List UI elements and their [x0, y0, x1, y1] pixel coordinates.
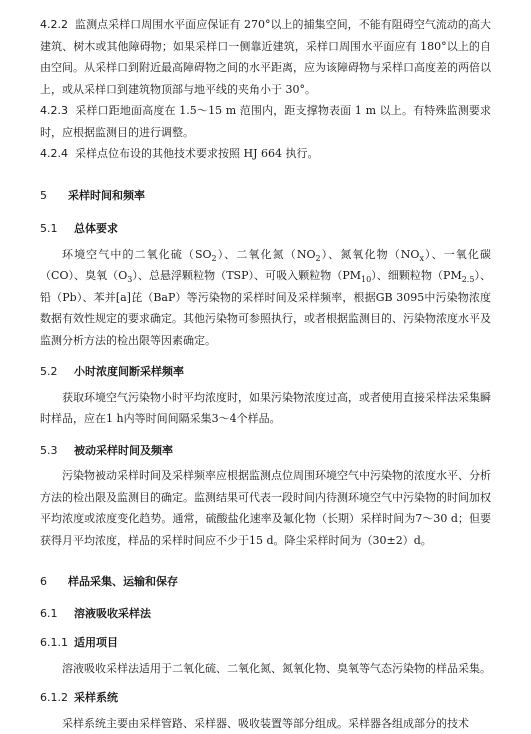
text-run: ）、一氧化碳（CO）、臭氧（O: [40, 248, 491, 283]
section-title: 小时浓度间断采样频率: [74, 365, 184, 378]
paragraph-5-3: 污染物被动采样时间及采样频率应根据监测点位周围环境空气中污染物的浓度水平、分析方法的检出限及监测目的确定。监测结果可代表一段时间内待测环境空气中污染物的时间加权平均浓度或浓度变化趋势。通常，硫酸盐化速率及氟化物（长期）采样时间为7～30 d；但要获得月平均浓度，样品的采样时间应不少于15 d。降尘采样时间为（30±2）d。: [40, 465, 491, 551]
section-title: 溶液吸收采样法: [74, 607, 151, 620]
clause-number: 4.2.3: [40, 104, 68, 117]
section-heading-6: [40, 571, 491, 593]
paragraph-5-1: [40, 244, 491, 352]
section-number: 5: [40, 185, 68, 207]
clause-text: 采样口距地面高度在 1.5～15 m 范围内，距支撑物表面 1 m 以上。有特殊监测要求时，应根据监测目的进行调整。: [40, 104, 491, 139]
section-heading-6-1-1: [40, 632, 491, 654]
text-run: ）、氮氧化物（NO: [321, 248, 420, 261]
section-heading-5: [40, 185, 491, 207]
text-run: ）、细颗粒物（PM: [371, 269, 461, 282]
section-heading-6-1-2: [40, 687, 491, 709]
section-number: 6.1.1: [40, 632, 74, 654]
section-title: 样品采集、运输和保存: [68, 575, 178, 588]
clause-4-2-3: [40, 100, 491, 143]
text-run: ）、铅（Pb）、苯并[a]芘（BaP）等污染物的采样时间及采样频率，根据GB 3095中污染物浓度数据有效性规定的要求确定。其他污染物可参照执行，或者根据监测目的、污染物浓度水平及监测分析方法的检出限等因素确定。: [40, 269, 491, 347]
text-run: ）、总悬浮颗粒物（TSP）、可吸入颗粒物（PM: [132, 269, 361, 282]
section-heading-5-1: [40, 218, 491, 240]
subscript: 2: [315, 254, 320, 263]
text-run: ）、二氧化氮（NO: [217, 248, 316, 261]
section-number: 5.2: [40, 361, 74, 383]
section-title: 采样系统: [74, 691, 118, 704]
paragraph-5-2: 获取环境空气污染物小时平均浓度时，如果污染物浓度过高，或者使用直接采样法采集瞬时样品，应在1 h内等时间间隔采集3～4个样品。: [40, 387, 491, 430]
section-number: 5.3: [40, 440, 74, 462]
section-number: 6.1.2: [40, 687, 74, 709]
subscript: x: [419, 254, 424, 263]
section-title: 被动采样时间及频率: [74, 444, 173, 457]
section-number: 6: [40, 571, 68, 593]
paragraph-6-1-2: 采样系统主要由采样管路、采样器、吸收装置等部分组成。采样器各组成部分的技术: [40, 713, 491, 734]
section-title: 总体要求: [74, 222, 118, 235]
section-heading-5-2: [40, 361, 491, 383]
clause-number: 4.2.2: [40, 18, 68, 31]
clause-text: 采样点位布设的其他技术要求按照 HJ 664 执行。: [75, 147, 319, 160]
section-heading-6-1: [40, 603, 491, 625]
subscript: 2: [212, 254, 217, 263]
clause-number: 4.2.4: [40, 147, 68, 160]
section-title: 采样时间和频率: [68, 189, 145, 202]
text-run: 环境空气中的二氧化硫（SO: [62, 248, 212, 261]
clause-text: 监测点采样口周围水平面应保证有 270°以上的捕集空间，不能有阻碍空气流动的高大建筑、树木或其他障碍物；如果采样口一侧靠近建筑，采样口周围水平面应有 180°以上的自由空间。从采样口到附近最高障碍物之间的水平距离，应为该障碍物与采样口高度差的两倍以上，或从采样口到建筑物顶部与地平线的夹角小于 30°。: [40, 18, 491, 96]
clause-4-2-4: [40, 143, 491, 165]
clause-4-2-2: [40, 14, 491, 100]
section-title: 适用项目: [74, 636, 118, 649]
subscript: 3: [127, 275, 132, 284]
subscript: 10: [361, 275, 371, 284]
section-number: 6.1: [40, 603, 74, 625]
subscript: 2.5: [462, 275, 475, 284]
paragraph-6-1-1: 溶液吸收采样法适用于二氧化硫、二氧化氮、氮氧化物、臭氧等气态污染物的样品采集。: [40, 658, 491, 680]
section-number: 5.1: [40, 218, 74, 240]
section-heading-5-3: [40, 440, 491, 462]
